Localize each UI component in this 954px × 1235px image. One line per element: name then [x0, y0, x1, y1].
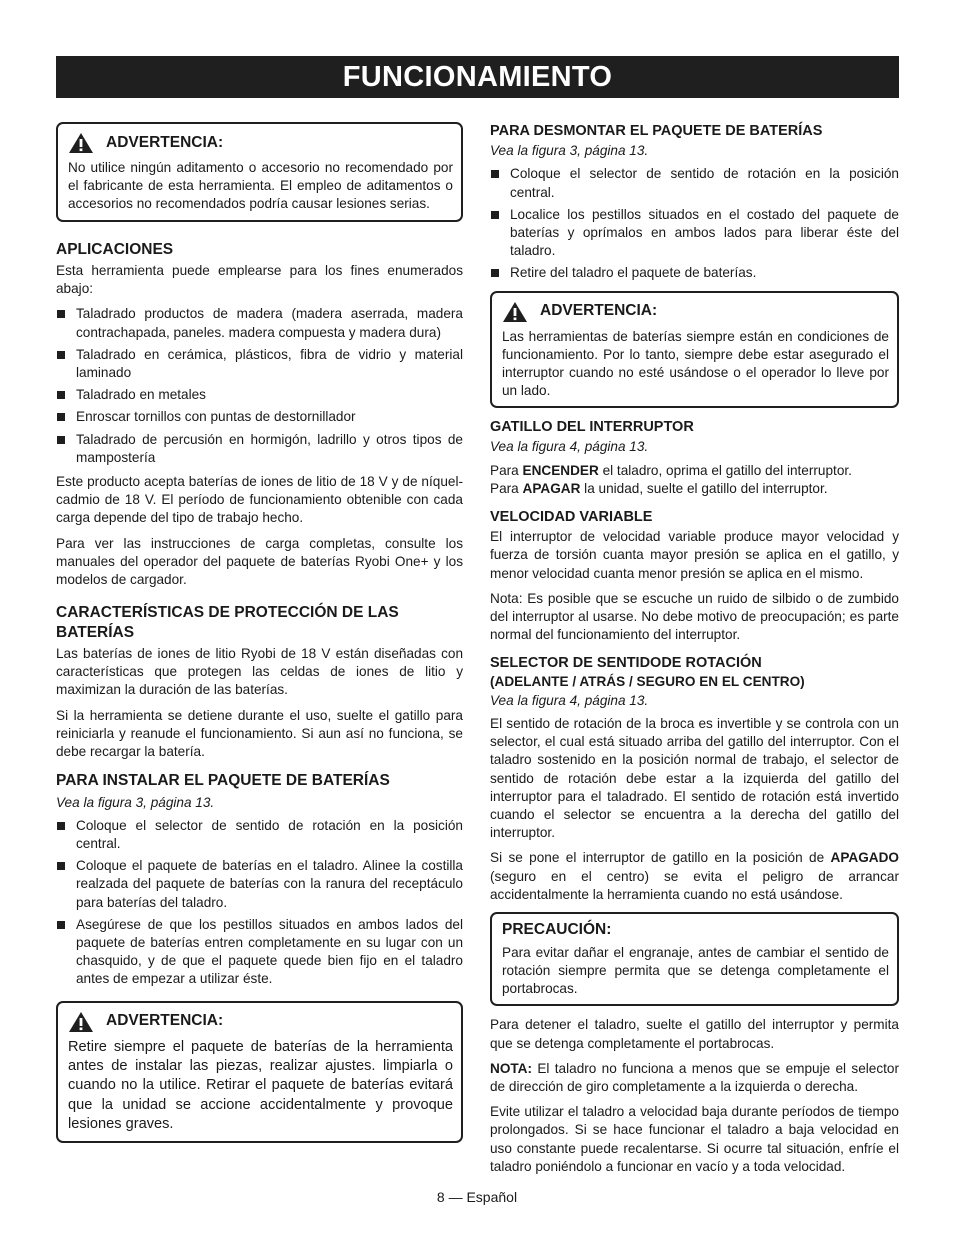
paragraph: Para ENCENDER el taladro, oprima el gatillo del interruptor.: [490, 462, 852, 478]
section-instalar: [56, 771, 463, 988]
warning-text: Las herramientas de baterías siempre están en condiciones de funcionamiento. Por lo tanto, siempre debe estar asegurado el interruptor cuando no esté usándose o el operador lo lleve por un lado.: [502, 328, 889, 399]
list-item: Taladrado productos de madera (madera aserrada, madera contrachapada, paneles. madera compuesta y madera dura): [56, 305, 463, 341]
section-detener: [490, 1016, 899, 1176]
list-item: Asegúrese de que los pestillos situados en ambos lados del paquete de baterías entren completamente en su lugar con un chasquido, y de que el paquete quede bien fijo en el taladro antes de empezar a utilizar éste.: [56, 916, 463, 989]
right-column: [490, 122, 899, 1184]
paragraph: Para detener el taladro, suelte el gatillo del interruptor y permita que se detenga completamente el portabrocas.: [490, 1017, 899, 1051]
warning-title: ADVERTENCIA:: [540, 302, 658, 320]
applications-list: [56, 305, 463, 467]
square-bullet-icon: [57, 921, 65, 929]
list-item: Taladrado de percusión en hormigón, ladrillo y otros tipos de mampostería: [56, 431, 463, 467]
warning-title: ADVERTENCIA:: [106, 133, 224, 151]
figure-reference: Vea la figura 4, página 13.: [490, 439, 649, 455]
paragraph: Si se pone el interruptor de gatillo en la posición de APAGADO (seguro en el centro) se evita el peligro de arrancar accidentalmente la herramienta cuando no está usándose.: [490, 850, 899, 902]
section-subtitle: (ADELANTE / ATRÁS / SEGURO EN EL CENTRO): [490, 673, 805, 689]
warning-box-operation: [490, 291, 899, 409]
warning-text: No utilice ningún aditamento o accesorio no recomendado por el fabricante de esta herramienta. El empleo de aditamentos o accesorios no recomendados podría causar lesiones serias.: [68, 160, 453, 212]
paragraph: Para APAGAR la unidad, suelte el gatillo del interruptor.: [490, 480, 828, 496]
square-bullet-icon: [57, 413, 65, 421]
left-column: [56, 122, 463, 1161]
section-title: PARA DESMONTAR EL PAQUETE DE BATERÍAS: [490, 123, 823, 139]
warning-header: [68, 132, 453, 154]
paragraph: Este producto acepta baterías de iones de litio de 18 V y de níquel-cadmio de 18 V. El período de funcionamiento obtenible con cada carga depende del tipo de trabajo hecho.: [56, 474, 463, 526]
section-title: APLICACIONES: [56, 240, 174, 258]
warning-title: ADVERTENCIA:: [106, 1012, 224, 1030]
square-bullet-icon: [57, 862, 65, 870]
note-paragraph: Nota: Es posible que se escuche un ruido de silbido o de zumbido del interruptor al usarse. No debe motivo de preocupación; es parte normal del funcionamiento del interruptor.: [490, 590, 899, 643]
square-bullet-icon: [491, 269, 499, 277]
square-bullet-icon: [57, 351, 65, 359]
list-item: Enroscar tornillos con puntas de destornillador: [56, 408, 463, 426]
caution-header: [502, 920, 889, 941]
warning-triangle-icon: [502, 301, 528, 323]
section-title: SELECTOR DE SENTIDODE ROTACIÓN: [490, 655, 762, 672]
section-aplicaciones: [56, 240, 463, 590]
section-title: CARACTERÍSTICAS DE PROTECCIÓN DE LAS BATERÍAS: [56, 604, 399, 641]
caution-box: [490, 912, 899, 1006]
install-steps-list: [56, 817, 463, 989]
square-bullet-icon: [491, 170, 499, 178]
list-item: Taladrado en cerámica, plásticos, fibra de vidrio y material laminado: [56, 346, 463, 382]
list-item: Coloque el selector de sentido de rotación en la posición central.: [490, 165, 899, 201]
paragraph: Evite utilizar el taladro a velocidad baja durante períodos de tiempo prolongados. Si se hace funcionar el taladro a baja velocidad en uso constante puede recalentarse. Si ocurre tal situación, enfríe el taladro poniéndolo a funcionar en vacío y a toda velocidad.: [490, 1104, 899, 1174]
note-paragraph: NOTA: El taladro no funciona a menos que se empuje el selector de dirección de giro completamente a la izquierda o derecha.: [490, 1060, 899, 1094]
paragraph: Para ver las instrucciones de carga completas, consulte los manuales del operador del paquete de baterías Ryobi One+ y los modelos de cargador.: [56, 535, 463, 588]
warning-header: [68, 1011, 453, 1033]
figure-reference: Vea la figura 3, página 13.: [56, 794, 215, 810]
list-item: Localice los pestillos situados en el costado del paquete de baterías y oprímalos en ambos lados para liberar éste del taladro.: [490, 206, 899, 261]
warning-box-accessories: [56, 122, 463, 222]
section-desmontar: [490, 122, 899, 283]
remove-steps-list: [490, 165, 899, 282]
paragraph: El interruptor de velocidad variable produce mayor velocidad y fuerza de torsión cuanta mayor presión se aplica en el gatillo, y menor velocidad cuanta menor presión se aplica en el mismo.: [490, 529, 899, 581]
paragraph: Si la herramienta se detiene durante el uso, suelte el gatillo para reiniciarla y reanude el funcionamiento. Si aun así no funciona, se debe recargar la batería.: [56, 707, 463, 759]
caution-title: PRECAUCIÓN:: [502, 921, 612, 938]
warning-text: Retire siempre el paquete de baterías de la herramienta antes de instalar las piezas, realizar ajustes. limpiarla o cuando no la utilice. Retirar el paquete de baterías evitará que la unidad se accione accidentalmente y provoque lesiones graves.: [68, 1038, 453, 1133]
section-title: GATILLO DEL INTERRUPTOR: [490, 419, 694, 436]
page-footer: 8 — Español: [436, 1189, 518, 1205]
list-item: Coloque el paquete de baterías en el taladro. Alinee la costilla realzada del paquete de baterías con la ranura del receptáculo para baterías del taladro.: [56, 857, 463, 912]
square-bullet-icon: [57, 822, 65, 830]
intro-text: Esta herramienta puede emplearse para los fines enumerados abajo:: [56, 262, 463, 297]
section-selector: [490, 654, 899, 904]
square-bullet-icon: [491, 211, 499, 219]
list-item: Taladrado en metales: [56, 386, 463, 404]
section-title: VELOCIDAD VARIABLE: [490, 509, 653, 526]
list-item: Retire del taladro el paquete de baterías.: [490, 264, 899, 282]
square-bullet-icon: [57, 436, 65, 444]
square-bullet-icon: [57, 310, 65, 318]
square-bullet-icon: [57, 391, 65, 399]
section-gatillo: [490, 418, 899, 498]
warning-triangle-icon: [68, 132, 94, 154]
caution-text: Para evitar dañar el engranaje, antes de cambiar el sentido de rotación siempre permita que se detenga completamente el portabrocas.: [502, 944, 889, 997]
section-title: PARA INSTALAR EL PAQUETE DE BATERÍAS: [56, 772, 390, 790]
list-item: Coloque el selector de sentido de rotación en la posición central.: [56, 817, 463, 853]
paragraph: Las baterías de iones de litio Ryobi de 18 V están diseñadas con características que protegen las celdas de iones de litio y maximizan la duración de las baterías.: [56, 645, 463, 698]
section-proteccion: [56, 603, 463, 761]
figure-reference: Vea la figura 3, página 13.: [490, 143, 649, 159]
warning-header: [502, 301, 889, 323]
section-velocidad: [490, 508, 899, 644]
warning-triangle-icon: [68, 1011, 94, 1033]
paragraph: El sentido de rotación de la broca es invertible y se controla con un selector, el cual está situado arriba del gatillo del interruptor. Con el taladro sostenido en la posición normal de trabajo, el selector de sentido de rotación debe estar a la izquierda del gatillo del interruptor para el taladrado. El sentido de rotación está invertido cuando el selector se encuentra a la derecha del gatillo del interruptor.: [490, 715, 899, 841]
figure-reference: Vea la figura 4, página 13.: [490, 692, 649, 708]
page-title: FUNCIONAMIENTO: [56, 56, 899, 98]
warning-box-remove-battery: [56, 1001, 463, 1143]
